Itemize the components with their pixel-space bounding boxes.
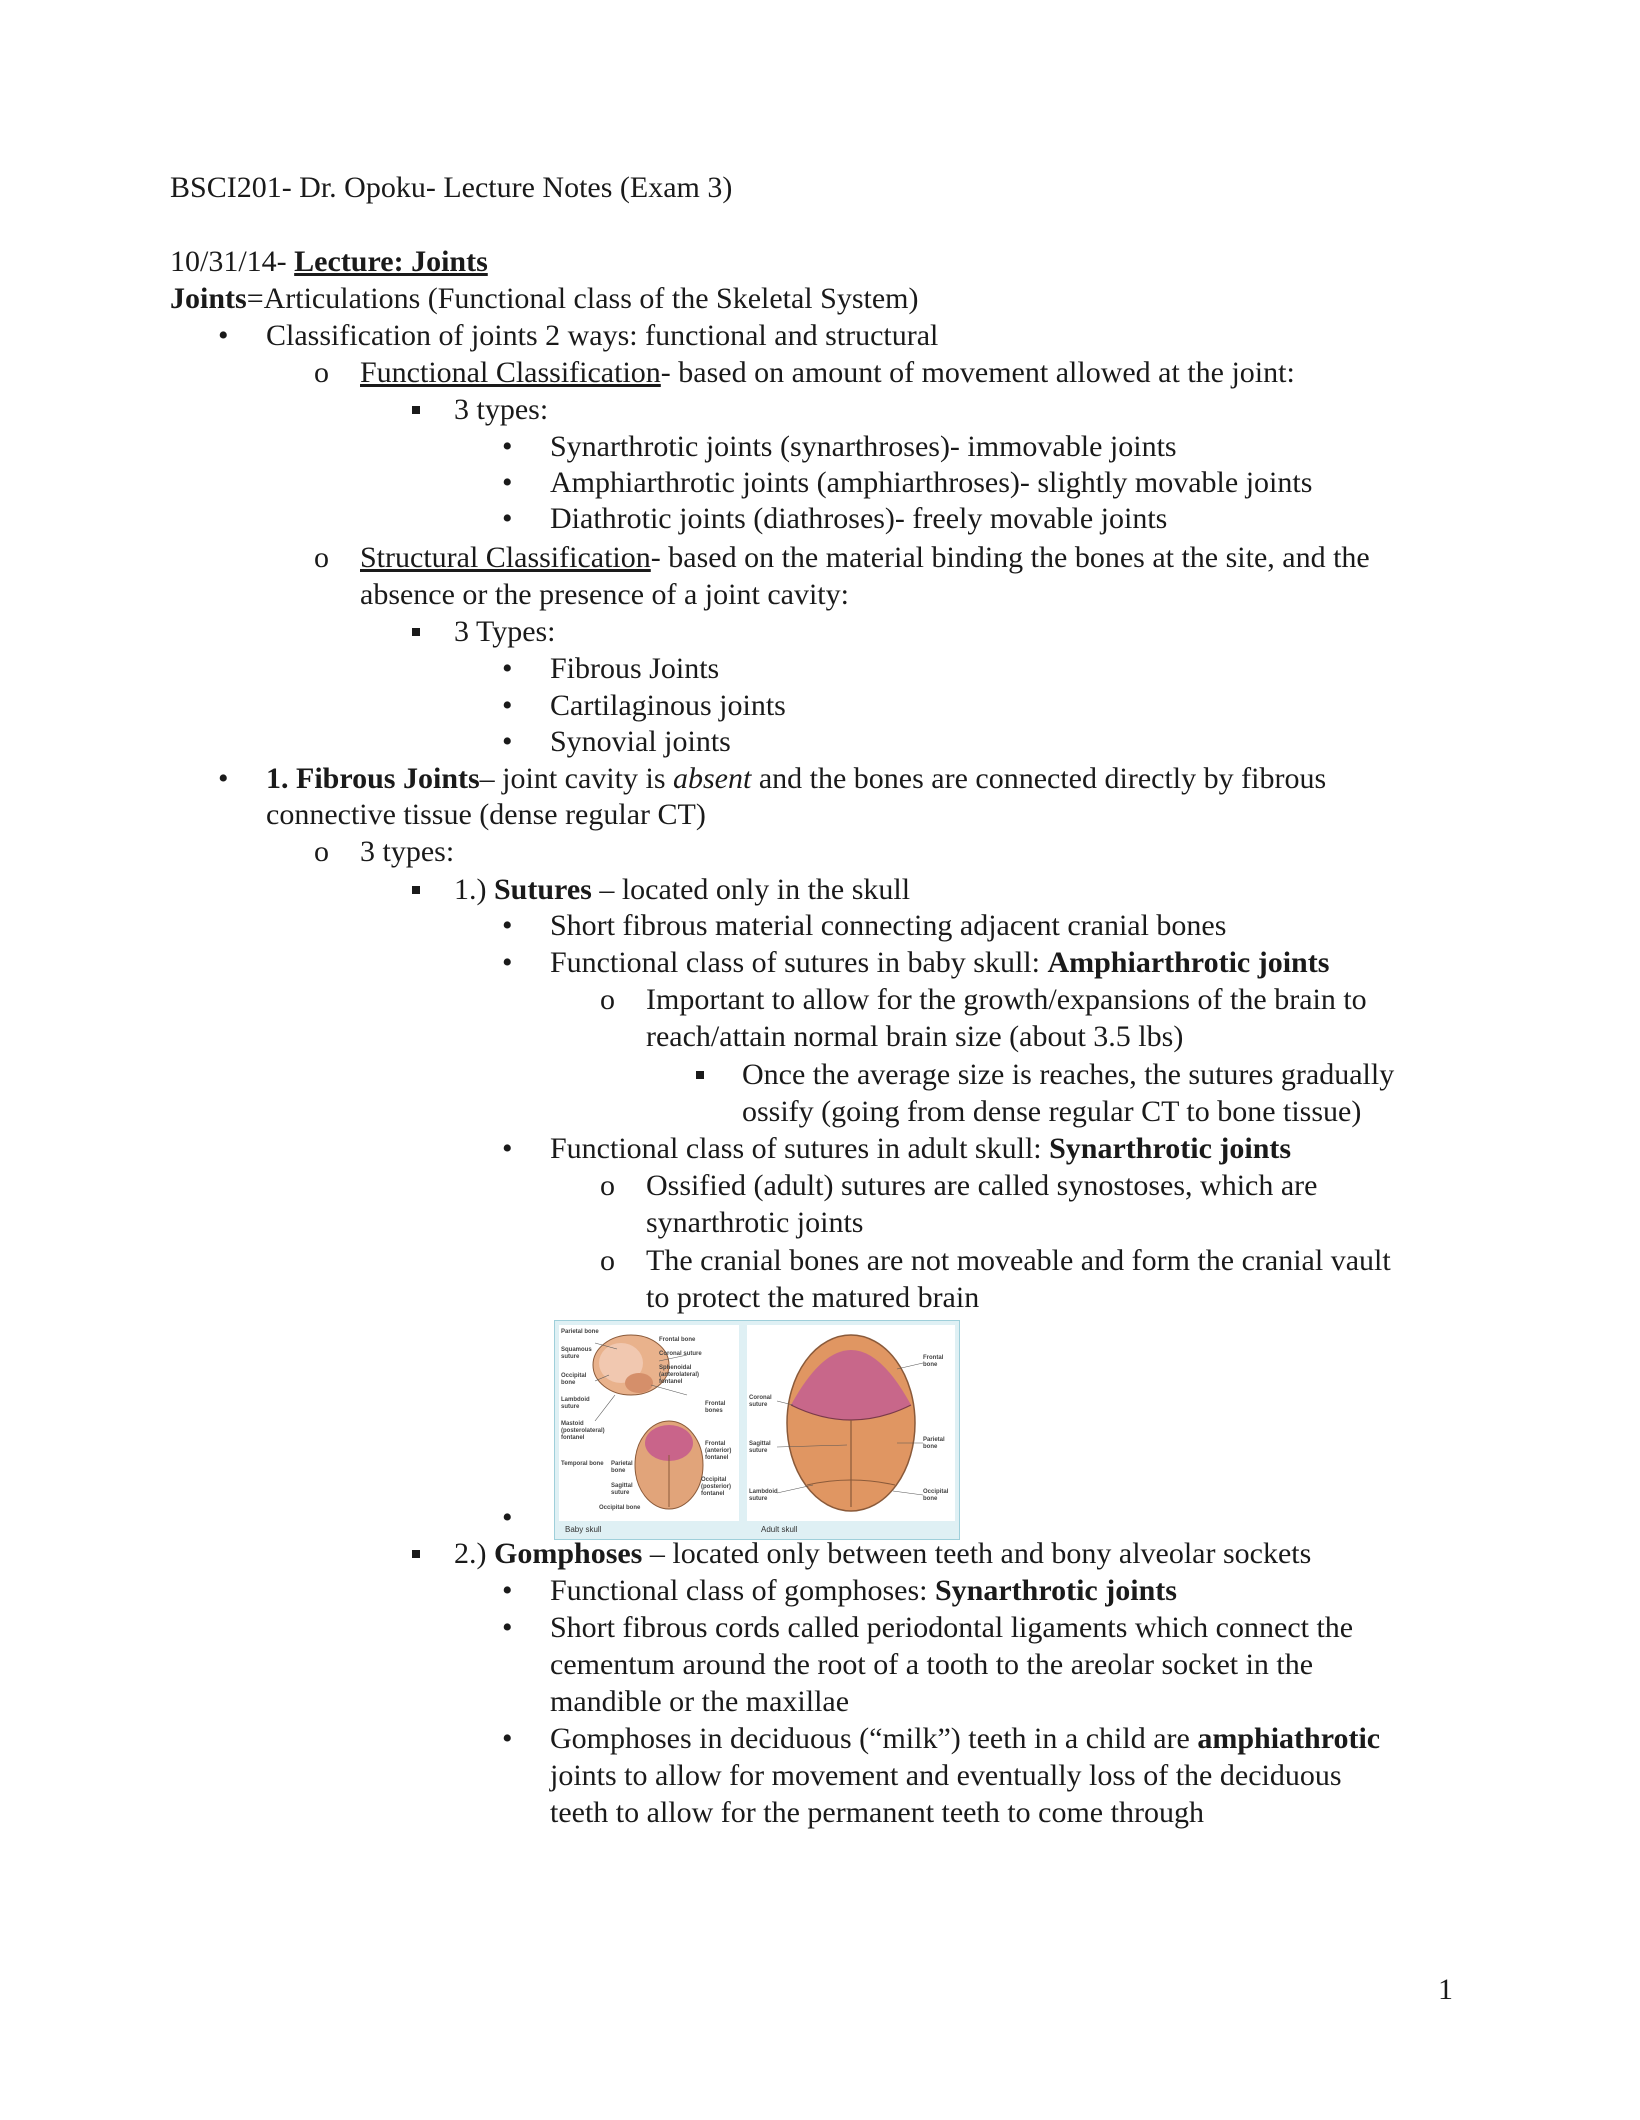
adult-note-2: The cranial bones are not moveable and form the cranial vault	[646, 1244, 1391, 1277]
baby-skull-panel	[559, 1325, 739, 1521]
square-marker	[412, 886, 420, 894]
gomphoses-rest: – located only between teeth and bony alveolar sockets	[642, 1537, 1312, 1570]
adult-note-1-cont: synarthrotic joints	[646, 1206, 864, 1239]
fibrous-desc-b: and the bones are connected directly by fibrous	[751, 762, 1327, 795]
square-marker	[412, 628, 420, 636]
circle-marker: o	[600, 983, 615, 1016]
fibrous-desc-continued: connective tissue (dense regular CT)	[266, 798, 706, 831]
adult-label: Coronal suture	[749, 1395, 772, 1408]
sutures-rest: – located only in the skull	[591, 873, 911, 906]
baby-label: Occipital bone	[561, 1373, 587, 1386]
adult-label: Sagittal suture	[749, 1441, 771, 1454]
baby-subnote-1-cont: ossify (going from dense regular CT to bone tissue)	[742, 1095, 1362, 1128]
synarthrotic-item: Synarthrotic joints (synarthroses)- immovable joints	[550, 430, 1177, 463]
bullet-marker: •	[502, 946, 513, 979]
fibrous-item: Fibrous Joints	[550, 652, 720, 685]
lecture-heading	[170, 244, 488, 280]
baby-label: Parietal bone	[561, 1329, 599, 1335]
gomphoses-bullet-2-cont: mandible or the maxillae	[550, 1685, 850, 1718]
baby-note-1: Important to allow for the growth/expansions of the brain to	[646, 983, 1367, 1016]
document-header: BSCI201- Dr. Opoku- Lecture Notes (Exam 3)	[170, 171, 733, 204]
circle-marker: o	[314, 356, 329, 389]
bullet-marker: •	[502, 502, 513, 535]
functional-label: Functional Classification	[360, 356, 661, 389]
sutures-b2-a: Functional class of sutures in baby skull:	[550, 946, 1048, 979]
bullet-marker: •	[502, 725, 513, 758]
gomphoses-heading	[454, 1536, 1311, 1572]
structural-label: Structural Classification	[360, 541, 651, 574]
synovial-item: Synovial joints	[550, 725, 731, 758]
page-number: 1	[1438, 1973, 1453, 2006]
baby-label: Mastoid (posterolateral) fontanel	[561, 1421, 605, 1441]
functional-classification	[360, 355, 1295, 391]
baby-label: Temporal bone	[561, 1461, 604, 1467]
baby-label: Sphenoidal (anterolateral) fontanel	[659, 1365, 700, 1385]
baby-label: Frontal (anterior) fontanel	[705, 1441, 732, 1461]
baby-label: Squamous suture	[561, 1347, 592, 1360]
baby-label: Frontal bones	[705, 1401, 726, 1414]
sutures-b3-b: Synarthrotic joints	[1049, 1132, 1292, 1165]
gomphoses-bullet-1	[550, 1573, 1177, 1609]
baby-subnote-1: Once the average size is reaches, the sutures gradually	[742, 1058, 1395, 1091]
fibrous-head: 1. Fibrous Joints	[266, 762, 480, 795]
sutures-bullet-2	[550, 945, 1329, 981]
adult-label: Parietal bone	[923, 1437, 945, 1450]
classification-line: Classification of joints 2 ways: functional and structural	[266, 319, 939, 352]
fibrous-joints-heading	[266, 761, 1326, 797]
bullet-marker: •	[502, 430, 513, 463]
baby-note-1-cont: reach/attain normal brain size (about 3.5 lbs)	[646, 1020, 1184, 1053]
adult-note-1: Ossified (adult) sutures are called synostoses, which are	[646, 1169, 1318, 1202]
gomphoses-bullet-3-cont: joints to allow for movement and eventually loss of the deciduous	[550, 1759, 1342, 1792]
sub-types-line: 3 types:	[360, 835, 455, 868]
adult-note-2-cont: to protect the matured brain	[646, 1281, 980, 1314]
gomphoses-num: 2.)	[454, 1537, 494, 1570]
baby-label: Occipital bone	[599, 1505, 641, 1511]
gomphoses-bullet-2-cont: cementum around the root of a tooth to the areolar socket in the	[550, 1648, 1314, 1681]
lecture-title: Lecture: Joints	[294, 245, 488, 278]
baby-label: Occipital (posterior) fontanel	[701, 1477, 731, 1497]
sutures-heading	[454, 872, 910, 908]
sutures-b3-a: Functional class of sutures in adult skull:	[550, 1132, 1050, 1165]
bullet-marker: •	[218, 762, 229, 795]
adult-skull-caption: Adult skull	[761, 1525, 798, 1534]
bullet-marker: •	[502, 1132, 513, 1165]
gomphoses-bullet-3	[550, 1721, 1380, 1757]
skull-figure	[554, 1320, 960, 1540]
baby-label: Coronal suture	[659, 1351, 702, 1357]
bullet-marker: •	[502, 909, 513, 942]
sutures-bullet-1: Short fibrous material connecting adjacent cranial bones	[550, 909, 1227, 942]
sutures-b2-b: Amphiarthrotic joints	[1047, 946, 1330, 979]
structural-rest: - based on the material binding the bones at the site, and the	[650, 541, 1370, 574]
diathrotic-item: Diathrotic joints (diathroses)- freely movable joints	[550, 502, 1168, 535]
gom-b3-b: amphiathrotic	[1197, 1722, 1381, 1755]
circle-marker: o	[600, 1169, 615, 1202]
adult-label: Frontal bone	[923, 1355, 944, 1368]
structural-continued: absence or the presence of a joint cavity:	[360, 578, 849, 611]
bullet-marker: •	[502, 1722, 513, 1755]
sutures-term: Sutures	[494, 873, 592, 906]
sutures-bullet-3	[550, 1131, 1291, 1167]
adult-skull-panel	[747, 1325, 955, 1521]
types-line: 3 types:	[454, 393, 549, 426]
baby-label: Sagittal suture	[611, 1483, 633, 1496]
gomphoses-term: Gomphoses	[494, 1537, 643, 1570]
sutures-num: 1.)	[454, 873, 494, 906]
square-marker	[696, 1071, 704, 1079]
bullet-marker: •	[502, 1501, 513, 1534]
baby-label: Frontal bone	[659, 1337, 696, 1343]
gomphoses-bullet-2: Short fibrous cords called periodontal ligaments which connect the	[550, 1611, 1354, 1644]
gomphoses-bullet-3-cont: teeth to allow for the permanent teeth to come through	[550, 1796, 1204, 1829]
types-line-cap: 3 Types:	[454, 615, 556, 648]
joints-term: Joints	[170, 282, 247, 315]
fibrous-desc-absent: absent	[673, 762, 752, 795]
gom-b1-a: Functional class of gomphoses:	[550, 1574, 935, 1607]
baby-skull-caption: Baby skull	[565, 1525, 602, 1534]
circle-marker: o	[314, 835, 329, 868]
joints-def-text: =Articulations (Functional class of the Skeletal System)	[246, 282, 919, 315]
square-marker	[412, 406, 420, 414]
baby-label: Lambdoid suture	[561, 1397, 590, 1410]
lecture-date: 10/31/14-	[170, 245, 295, 278]
functional-rest: - based on amount of movement allowed at the joint:	[660, 356, 1295, 389]
bullet-marker: •	[502, 689, 513, 722]
bullet-marker: •	[218, 319, 229, 352]
bullet-marker: •	[502, 466, 513, 499]
joints-definition	[170, 281, 918, 317]
amphiarthrotic-item: Amphiarthrotic joints (amphiarthroses)- slightly movable joints	[550, 466, 1313, 499]
bullet-marker: •	[502, 652, 513, 685]
gom-b3-a: Gomphoses in deciduous (“milk”) teeth in a child are	[550, 1722, 1198, 1755]
fibrous-desc-a: – joint cavity is	[479, 762, 673, 795]
cartilaginous-item: Cartilaginous joints	[550, 689, 786, 722]
circle-marker: o	[314, 541, 329, 574]
adult-label: Lambdoid suture	[749, 1489, 778, 1502]
bullet-marker: •	[502, 1574, 513, 1607]
baby-label: Parietal bone	[611, 1461, 633, 1474]
circle-marker: o	[600, 1244, 615, 1277]
bullet-marker: •	[502, 1611, 513, 1644]
structural-classification	[360, 540, 1370, 576]
gom-b1-b: Synarthrotic joints	[934, 1574, 1177, 1607]
adult-label: Occipital bone	[923, 1489, 949, 1502]
square-marker	[412, 1550, 420, 1558]
